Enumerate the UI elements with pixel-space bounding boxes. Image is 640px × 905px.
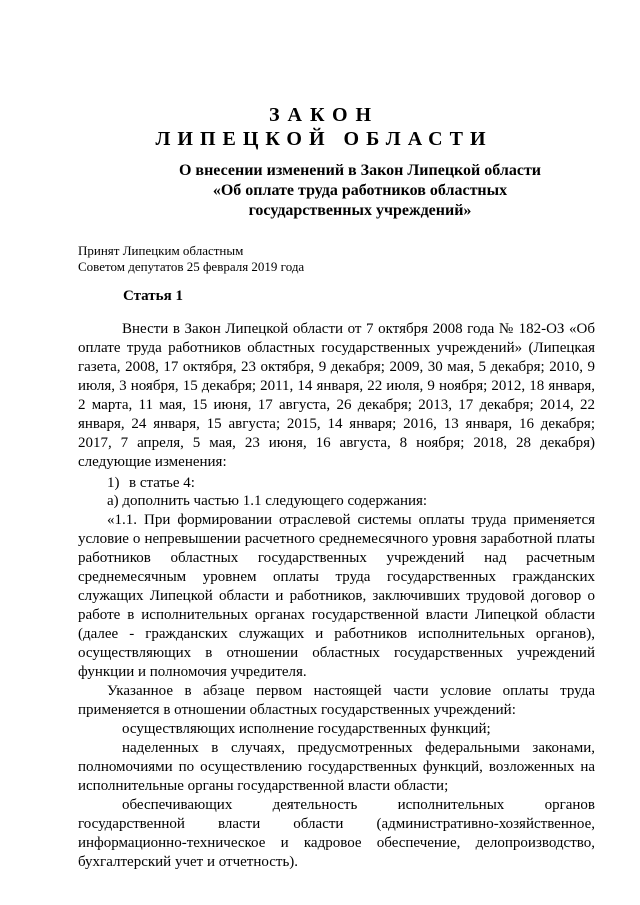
law-title: ЗАКОН bbox=[268, 104, 380, 126]
part-1-1-paragraph: «1.1. При формировании отраслевой системы оплаты труда применяется условие о непревышении расчетного среднемесячного уровня заработной платы работников областных государственных учреждений над расчетным среднемесячным уровнем оплаты труда государственных гражданских служащих Липецкой области и работников, заключивших трудовой договор о работе в исполнительных органах государственной власти Липецкой области (далее - гражданских служащих и работников исполнительных органов), осуществляющих в отношении областных государственных учреждений функции и полномочия учредителя. bbox=[78, 512, 595, 680]
list-item-text: в статье 4: bbox=[129, 475, 195, 491]
adoption-note-line1: Принят Липецким областным bbox=[78, 243, 244, 258]
specified-condition-paragraph: Указанное в абзаце первом настоящей части условие оплаты труда применяется в отношении областных государственных учреждений: bbox=[78, 683, 595, 718]
performing-functions-paragraph: осуществляющих исполнение государственных функций; bbox=[122, 721, 491, 737]
amendment-body bbox=[78, 492, 595, 872]
adoption-note-line2: Советом депутатов 25 февраля 2019 года bbox=[78, 259, 305, 274]
article-heading: Статья 1 bbox=[123, 288, 183, 304]
article-intro-paragraph: Внести в Закон Липецкой области от 7 октября 2008 года № 182-ОЗ «Об оплате труда работников областных государственных учреждений» (Липецкая газета, 2008, 17 октября, 23 октября, 9 декабря; 2009, 30 мая, 5 декабря; 2010, 9 июля, 3 ноября, 15 декабря; 2011, 14 января, 22 июля, 9 ноября; 2012, 18 января, 2 марта, 11 мая, 15 июня, 17 августа, 26 декабря; 2013, 17 декабря; 2014, 22 января, 24 января, 15 августа; 2015, 14 января; 2016, 13 января, 16 декабря; 2017, 7 апреля, 5 мая, 23 июня, 16 августа, 8 ноября; 2018, 28 декабря) следующие изменения: bbox=[78, 321, 595, 470]
list-item-1 bbox=[107, 474, 195, 493]
providing-activity-paragraph: обеспечивающих деятельность исполнительных органов государственной власти области (административно-хозяйственное, информационно-техническое и кадровое обеспечение, делопроизводство, бухгалтерский учет и отчетность). bbox=[78, 797, 595, 870]
law-subtitle-line1: О внесении изменений в Закон Липецкой области bbox=[178, 162, 542, 179]
list-item-number: 1) bbox=[107, 475, 120, 491]
law-subtitle-line3: государственных учреждений» bbox=[248, 202, 472, 219]
law-subtitle-line2: «Об оплате труда работников областных bbox=[212, 182, 508, 199]
empowered-paragraph: наделенных в случаях, предусмотренных федеральными законами, полномочиями по осуществлению государственных функций, возложенных на исполнительные органы государственной власти области; bbox=[78, 740, 595, 794]
law-region-title: ЛИПЕЦКОЙ ОБЛАСТИ bbox=[155, 128, 493, 150]
sub-item-a: а) дополнить частью 1.1 следующего содержания: bbox=[107, 493, 428, 509]
article-intro-block bbox=[78, 320, 595, 472]
